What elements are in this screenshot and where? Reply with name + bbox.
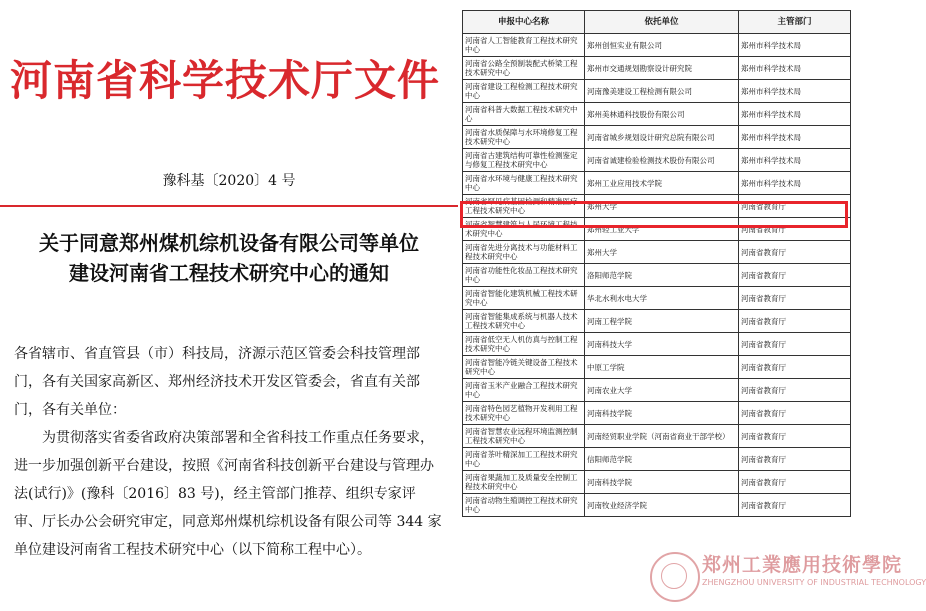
cell-host-unit: 华北水利水电大学 [585,287,739,310]
cell-department: 郑州市科学技术局 [739,172,851,195]
table-row [463,425,851,448]
cell-center-name: 河南省功能性化妆品工程技术研究中心 [463,264,585,287]
document-body [14,340,442,564]
table-row [463,402,851,425]
table-row [463,126,851,149]
cell-center-name: 河南省特色园艺植物开发利用工程技术研究中心 [463,402,585,425]
cell-department: 郑州市科学技术局 [739,126,851,149]
cell-department: 郑州市科学技术局 [739,34,851,57]
cell-host-unit: 河南科技学院 [585,471,739,494]
body-paragraph: 为贯彻落实省委省政府决策部署和全省科技工作重点任务要求，进一步加强创新平台建设，按照《河南省科技创新平台建设与管理办法(试行)》(豫科〔2016〕83 号)，经主管部门推荐、组织专家评审、厅长办公会研究审定，同意郑州煤机综机设备有限公司等 344 家单位建设河南省工程技术研究中心（以下简称工程中心）。 [14,430,442,558]
table-row [463,34,851,57]
cell-host-unit: 郑州美林通科技股份有限公司 [585,103,739,126]
table-row [463,333,851,356]
table-row [463,264,851,287]
cell-center-name: 河南省智慧建筑与人居环境工程技术研究中心 [463,218,585,241]
cell-host-unit: 中原工学院 [585,356,739,379]
table-row [463,149,851,172]
cell-center-name: 河南省公路全预制装配式桥梁工程技术研究中心 [463,57,585,80]
cell-host-unit: 洛阳师范学院 [585,264,739,287]
table-row [463,57,851,80]
table-row [463,379,851,402]
cell-host-unit: 郑州轻工业大学 [585,218,739,241]
cell-department: 河南省教育厅 [739,264,851,287]
cell-department: 河南省教育厅 [739,494,851,517]
cell-department: 郑州市科学技术局 [739,149,851,172]
table-row [463,356,851,379]
cell-department: 河南省教育厅 [739,471,851,494]
cell-host-unit: 信阳师范学院 [585,448,739,471]
cell-host-unit: 河南豫美建设工程检测有限公司 [585,80,739,103]
attachment-table-page [462,10,854,611]
table-row [463,448,851,471]
cell-host-unit: 郑州大学 [585,241,739,264]
document-number: 豫科基〔2020〕4 号 [162,173,296,189]
cell-department: 河南省教育厅 [739,402,851,425]
cell-host-unit: 郑州大学 [585,195,739,218]
cell-center-name: 河南省水质保障与水环境修复工程技术研究中心 [463,126,585,149]
cell-center-name: 河南省水环境与健康工程技术研究中心 [463,172,585,195]
table-row [463,241,851,264]
cell-host-unit: 郑州创恒实业有限公司 [585,34,739,57]
masthead-divider [0,205,458,207]
table-row [463,103,851,126]
cell-host-unit: 河南科技大学 [585,333,739,356]
cell-center-name: 河南省人工智能教育工程技术研究中心 [463,34,585,57]
cell-host-unit: 河南农业大学 [585,379,739,402]
cell-center-name: 河南省科普大数据工程技术研究中心 [463,103,585,126]
cell-center-name: 河南省智能冷链关键设备工程技术研究中心 [463,356,585,379]
cell-department: 河南省教育厅 [739,379,851,402]
header-department: 主管部门 [739,11,851,34]
cell-host-unit: 郑州市交通规划勘察设计研究院 [585,57,739,80]
table-row [463,287,851,310]
title-line-2: 建设河南省工程技术研究中心的通知 [69,261,389,285]
cell-center-name: 河南省智能化建筑机械工程技术研究中心 [463,287,585,310]
cell-department: 郑州市科学技术局 [739,57,851,80]
cell-center-name: 河南省智慧农业远程环境监测控制工程技术研究中心 [463,425,585,448]
cell-department: 河南省教育厅 [739,218,851,241]
cell-department: 河南省教育厅 [739,356,851,379]
cell-center-name: 河南省果蔬加工及质量安全控制工程技术研究中心 [463,471,585,494]
cell-center-name: 河南省智能集成系统与机器人技术工程技术研究中心 [463,310,585,333]
cell-department: 郑州市科学技术局 [739,80,851,103]
cell-host-unit: 河南省诚建检验检测技术股份有限公司 [585,149,739,172]
cell-department: 郑州市科学技术局 [739,103,851,126]
salutation: 各省辖市、省直管县（市）科技局，济源示范区管委会科技管理部门，各有关国家高新区、郑州经济技术开发区管委会，省直有关部门，各有关单位： [14,346,420,418]
cell-department: 河南省教育厅 [739,310,851,333]
research-center-table [462,10,851,517]
cell-department: 河南省教育厅 [739,241,851,264]
cell-center-name: 河南省低空无人机仿真与控制工程技术研究中心 [463,333,585,356]
cell-center-name: 河南省古建筑结构可靠性检测鉴定与修复工程技术研究中心 [463,149,585,172]
cell-center-name: 河南省动物生殖调控工程技术研究中心 [463,494,585,517]
table-body [463,34,851,517]
table-row [463,494,851,517]
cell-department: 河南省教育厅 [739,448,851,471]
table-row [463,471,851,494]
table-row [463,310,851,333]
table-row [463,195,851,218]
table-header-row [463,11,851,34]
watermark-english: ZHENGZHOU UNIVERSITY OF INDUSTRIAL TECHNOLOGY [702,578,926,587]
title-line-1: 关于同意郑州煤机综机设备有限公司等单位 [39,231,419,255]
cell-host-unit: 郑州工业应用技术学院 [585,172,739,195]
document-title [0,228,458,288]
cell-department: 河南省教育厅 [739,425,851,448]
cell-center-name: 河南省茶叶精深加工工程技术研究中心 [463,448,585,471]
cell-department: 河南省教育厅 [739,333,851,356]
table-row [463,80,851,103]
watermark-chinese: 郑州工業應用技術學院 [702,554,903,576]
cell-host-unit: 河南牧业经济学院 [585,494,739,517]
cell-center-name: 河南省建设工程检测工程技术研究中心 [463,80,585,103]
header-host-unit: 依托单位 [585,11,739,34]
table-row [463,172,851,195]
cell-host-unit: 河南经贸职业学院（河南省商业干部学校） [585,425,739,448]
cell-department: 河南省教育厅 [739,287,851,310]
cell-host-unit: 河南工程学院 [585,310,739,333]
cell-host-unit: 河南省城乡规划设计研究总院有限公司 [585,126,739,149]
cell-department: 河南省教育厅 [739,195,851,218]
cell-center-name: 河南省罕见病基因检测和精准医疗工程技术研究中心 [463,195,585,218]
header-center-name: 申报中心名称 [463,11,585,34]
cell-center-name: 河南省玉米产业融合工程技术研究中心 [463,379,585,402]
cell-host-unit: 河南科技学院 [585,402,739,425]
notice-document [0,0,458,611]
document-masthead: 河南省科学技术厅文件 [10,56,441,105]
cell-center-name: 河南省先进分离技术与功能材料工程技术研究中心 [463,241,585,264]
table-row [463,218,851,241]
